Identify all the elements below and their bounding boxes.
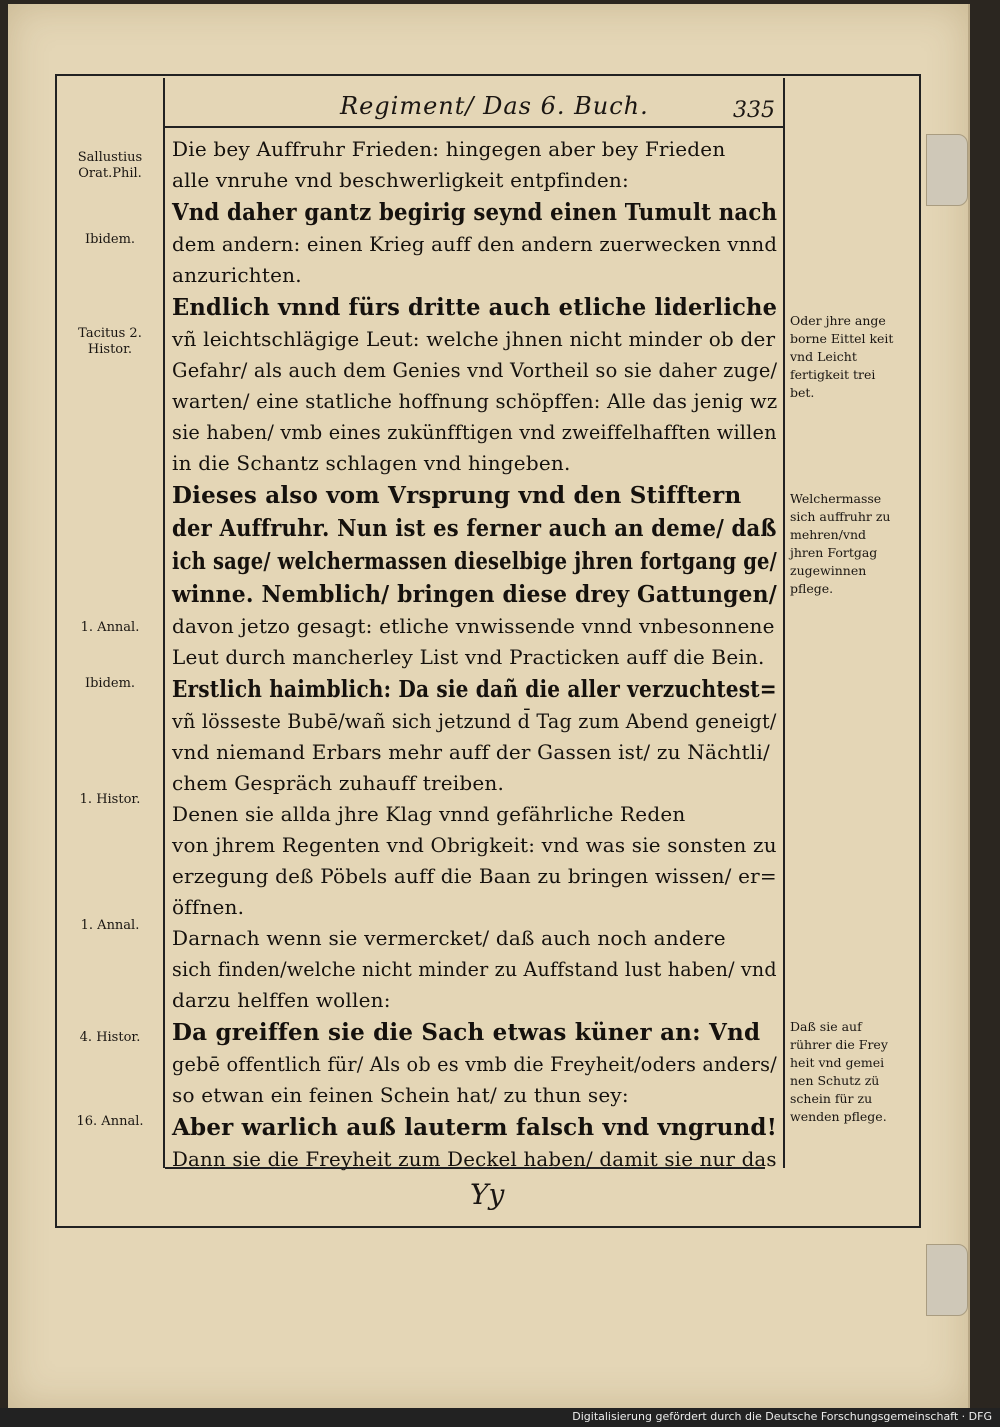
text-line: von jhrem Regenten vnd Obrigkeit: vnd was sie sonsten zu <box>172 833 777 857</box>
text-line: sich finden/welche nicht minder zu Auffstand lust haben/ vnd <box>172 957 777 981</box>
text-line: Gefahr/ als auch dem Genies vnd Vortheil so sie daher zuge/ <box>172 358 778 382</box>
text-line: vñ lösseste Bubē/wañ sich jetzund d̄ Tag zum Abend geneigt/ <box>172 709 777 733</box>
text-line: winne. Nemblich/ bringen diese drey Gattungen/ <box>172 581 777 608</box>
text-line: Denen sie allda jhre Klag vnnd gefährliche Reden <box>172 802 686 826</box>
text-line: Vnd daher gantz begirig seynd einen Tumult nach <box>172 199 778 226</box>
left-note-annal-2: 1. Annal. <box>80 918 140 933</box>
left-note-histor-4: 4. Histor. <box>79 1030 141 1045</box>
bottom-rule <box>165 1167 765 1169</box>
left-note-histor-1: 1. Histor. <box>79 792 141 807</box>
text-line: Die bey Auffruhr Frieden: hingegen aber bey Frieden <box>172 137 726 161</box>
text-line: Dann sie die Freyheit zum Deckel haben/ damit sie nur das <box>172 1147 777 1171</box>
text-line: darzu helffen wollen: <box>172 988 391 1012</box>
page-number: 335 <box>733 98 775 123</box>
signature-mark: Yy <box>470 1178 505 1211</box>
text-line: dem andern: einen Krieg auff den andern zuerwecken vnnd <box>172 232 778 256</box>
left-note-annal-16: 16. Annal. <box>76 1114 144 1129</box>
text-line: gebē offentlich für/ Als ob es vmb die Freyheit/oders anders/ <box>172 1052 777 1076</box>
header-rule <box>165 126 785 128</box>
right-column-rule <box>783 78 785 1168</box>
right-note-2: Welchermasse sich auffruhr zu mehren/vnd jhren Fortgag zugewinnen pflege. <box>790 491 891 596</box>
main-text <box>172 134 777 1175</box>
footer-credit: Digitalisierung gefördert durch die Deutsche Forschungsgemeinschaft · DFG <box>572 1410 992 1423</box>
text-line: erzegung deß Pöbels auff die Baan zu bringen wissen/ er= <box>172 864 777 888</box>
text-line: der Auffruhr. Nun ist es ferner auch an deme/ daß <box>172 515 777 542</box>
text-line: vnd niemand Erbars mehr auff der Gassen ist/ zu Nächtli/ <box>172 740 770 764</box>
text-line: in die Schantz schlagen vnd hingeben. <box>172 451 571 475</box>
footer-bar <box>0 1408 1000 1427</box>
text-line: ich sage/ welchermassen dieselbige jhren fortgang ge/ <box>172 548 777 575</box>
text-line: warten/ eine statliche hoffnung schöpffen: Alle das jenig wz <box>172 389 778 413</box>
text-line: Darnach wenn sie vermercket/ daß auch noch andere <box>172 926 726 950</box>
text-line: Aber warlich auß lauterm falsch vnd vngrund! <box>172 1114 778 1141</box>
left-note-sallustius: Sallustius Orat.Phil. <box>77 150 143 181</box>
left-note-tacitus: Tacitus 2. Histor. <box>78 326 142 357</box>
text-line: anzurichten. <box>172 263 302 287</box>
text-line: Da greiffen sie die Sach etwas küner an: Vnd <box>172 1019 761 1046</box>
page-tab-top <box>926 134 968 206</box>
text-line: Leut durch mancherley List vnd Practicken auff die Bein. <box>172 645 765 669</box>
left-column-rule <box>163 78 165 1168</box>
text-line: chem Gespräch zuhauff treiben. <box>172 771 505 795</box>
running-head: Regiment/ Das 6. Buch. <box>340 92 649 120</box>
text-line: so etwan ein feinen Schein hat/ zu thun sey: <box>172 1083 629 1107</box>
page-tab-bottom <box>926 1244 968 1316</box>
text-line: alle vnruhe vnd beschwerligkeit entpfinden: <box>172 168 629 192</box>
text-line: Dieses also vom Vrsprung vnd den Stifftern <box>172 482 742 509</box>
right-note-3: Daß sie auf rührer die Frey heit vnd gemei nen Schutz zü schein für zu wenden pflege. <box>790 1019 888 1124</box>
text-line: Endlich vnnd fürs dritte auch etliche liderliche <box>172 294 778 321</box>
text-line: davon jetzo gesagt: etliche vnwissende vnnd vnbesonnene <box>172 614 775 638</box>
text-line: Erstlich haimblich: Da sie dañ die aller verzuchtest= <box>172 676 777 703</box>
text-line: sie haben/ vmb eines zukünfftigen vnd zweiffelhafften willen <box>172 420 777 444</box>
left-note-ibidem-2: Ibidem. <box>84 676 136 691</box>
text-line: vñ leichtschlägige Leut: welche jhnen nicht minder ob der <box>172 327 776 351</box>
right-note-1: Oder jhre ange borne Eittel keit vnd Leicht fertigkeit trei bet. <box>790 313 894 400</box>
left-note-ibidem-1: Ibidem. <box>84 232 136 247</box>
left-note-annal-1: 1. Annal. <box>80 620 140 635</box>
text-line: öffnen. <box>172 895 245 919</box>
